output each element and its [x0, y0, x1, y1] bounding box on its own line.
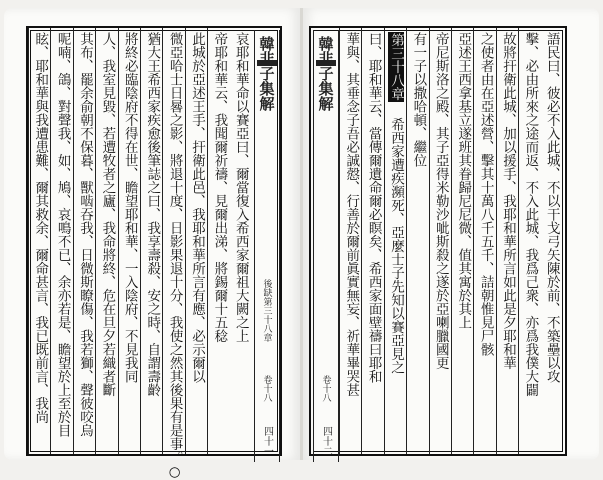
- column-text: 故將扞衛此城、加以援手、我耶和華所言如此是夕耶和華: [499, 32, 516, 370]
- margin-book-title: 韓非子集解: [316, 36, 335, 111]
- text-column: [518, 28, 541, 454]
- text-column: [473, 28, 496, 454]
- column-text: 呢喃、鴿、對聲我、如、鳩、哀鳴不已、余亦若是、瞻望於上至於目: [54, 32, 71, 437]
- text-column: [28, 28, 51, 454]
- text-column: [207, 28, 230, 454]
- left-page: [4, 8, 300, 480]
- text-column: [185, 28, 208, 454]
- column-text: 有一子以撒哈頓、繼位: [410, 32, 427, 167]
- right-text-columns: [339, 28, 563, 454]
- text-column: [429, 28, 452, 454]
- column-text: 第三十八章 希西家遭疾瀕死、亞麼士子先知以賽亞見之: [387, 33, 404, 374]
- column-text: 擊、必由所來之途而返、不入此城、我爲己衆、亦爲我僕大闢: [522, 32, 539, 397]
- text-column: [162, 28, 185, 480]
- text-column: [118, 28, 141, 454]
- left-text-columns: [28, 28, 252, 480]
- text-column: [406, 28, 429, 454]
- text-column: [361, 28, 384, 454]
- column-text: 微亞哈士日晷之影、將退十度、日影果退十分、我使之然其後果有是事。○: [166, 32, 183, 480]
- column-text: 帝耶和華云、我聞爾祈禱、見爾出涕、將錫爾十五稔: [211, 32, 228, 343]
- column-text: 哀耶和華命以賽亞曰、爾當復入希西家爾祖大闕之上: [232, 32, 249, 343]
- left-page-margin-column: [254, 30, 280, 462]
- margin-page-number: 四十一: [261, 426, 273, 456]
- column-text: 猶大王希西家疾愈後筆誌之曰、我享壽殺、安之時、自謂壽齡: [144, 32, 161, 397]
- column-text: 之使者由在亞述營、擊其十萬八千五千、詰朝惟見尸骸: [477, 32, 494, 356]
- column-text: 語民曰、彼必不入此城、不以干戈弓矢陳於前、不築壘以攻: [543, 32, 560, 383]
- text-column: [95, 28, 118, 454]
- column-text: 亞述王西拿基立遂班其眷歸尼尼微、值其寓於其上: [455, 32, 472, 329]
- margin-book-title: 韓非子集解: [257, 36, 276, 111]
- text-column: [541, 28, 563, 454]
- margin-chapter: 卷十八: [320, 375, 331, 402]
- text-column: [230, 28, 252, 454]
- column-text: 眩、耶和華與我遭患難、爾其救余、爾命甚言、我已既前言、我尚: [32, 32, 49, 424]
- text-column: [339, 28, 362, 454]
- text-column: [451, 28, 474, 454]
- right-page-margin-column: [313, 30, 339, 462]
- text-column: [140, 28, 163, 454]
- right-page: [303, 8, 599, 460]
- chapter-heading-marker: 第三十八章: [387, 33, 404, 101]
- column-text: 華與、其垂念子吾必誠慤、行善於爾前眞實無妄、祈華畢哭甚: [343, 32, 360, 397]
- text-column: [50, 28, 73, 454]
- margin-note: 後缺第三十八章: [261, 279, 272, 342]
- column-text: 將終必臨陰府不得在世、瞻望耶和華、一入陰府、不見我同: [121, 32, 138, 383]
- text-column: [384, 28, 407, 454]
- left-text-frame: [26, 26, 282, 480]
- column-text: 曰、耶和華云、當傳爾遺命爾必瞑矣、希西家面壁禱曰耶和: [365, 32, 382, 383]
- column-text: 其布、罷余俞朝不保暮、獸啮吞我、日微斯瞭傷、我若獅、聲彼咬烏: [76, 32, 93, 437]
- text-column: [496, 28, 519, 454]
- margin-chapter: 卷十八: [261, 375, 272, 402]
- column-text: 此城於亞述王手、扞衛此邑、我耶和華所言有應、必示爾以: [188, 32, 205, 383]
- right-text-frame: [309, 26, 567, 456]
- text-column: [73, 28, 96, 454]
- column-text: 帝尼斯洛之殿、其子亞得米勒沙呲斯殺之遂於亞喇臘國更: [432, 32, 449, 370]
- column-text: 人、我室見毀、若遭牧者之廬、我命將終、危在旦夕若織者斷: [99, 32, 116, 397]
- margin-page-number: 四十二: [320, 426, 332, 456]
